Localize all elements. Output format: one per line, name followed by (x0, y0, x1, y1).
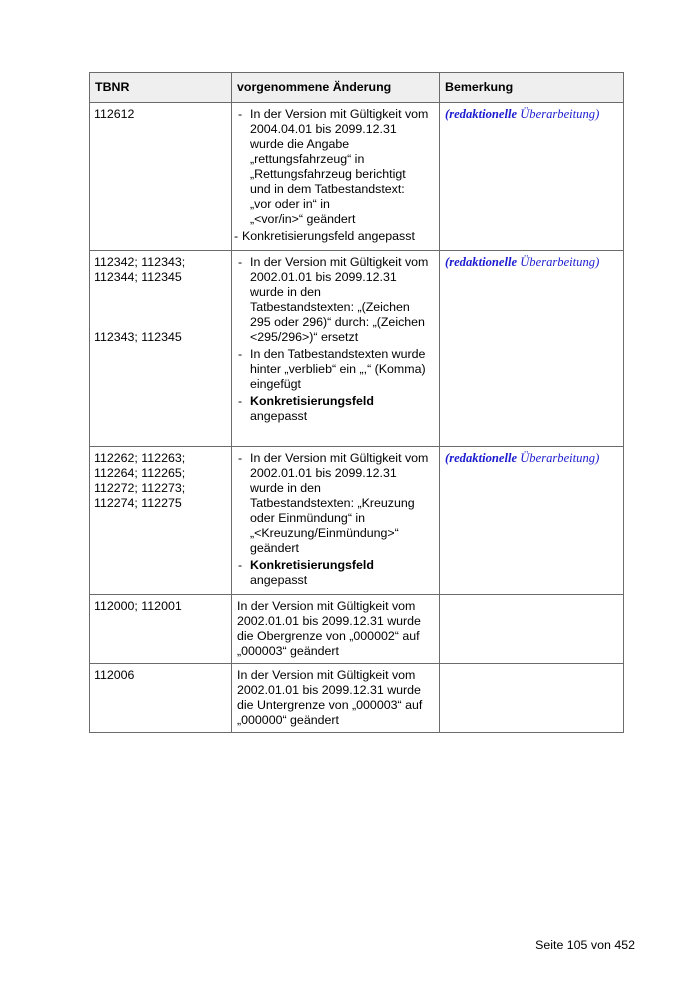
change-item: - Konkretisierungsfeld angepasst (238, 558, 374, 587)
change-item: - In der Version mit Gültigkeit vom 2004.04.01 bis 2099.12.31 wurde die Angabe „rettungsfahrzeug“ in „Rettungsfahrzeug berichtigt und in dem Tatbestandstext: „vor oder in“ in „<vor/in>“ geändert (238, 107, 429, 226)
tbnr-value: 112612 (94, 107, 135, 121)
remark-cell (440, 595, 624, 664)
tbnr-cell: 112262; 112263; 112264; 112265; 112272; 112273; 112274; 112275 (90, 447, 232, 595)
change-cell: In der Version mit Gültigkeit vom 2002.01.01 bis 2099.12.31 wurde die Obergrenze von „000002“ auf „000003“ geändert (232, 595, 440, 664)
change-cell (232, 447, 440, 595)
table-row (90, 664, 624, 733)
remark-cell (440, 664, 624, 733)
change-cell (232, 251, 440, 447)
remark-cell (440, 447, 624, 595)
remark-cell (440, 251, 624, 447)
change-list (237, 451, 435, 588)
change-item: - Konkretisierungsfeld angepasst (234, 229, 415, 243)
header-change: vorgenommene Änderung (232, 73, 440, 103)
change-cell: In der Version mit Gültigkeit vom 2002.01.01 bis 2099.12.31 wurde die Untergrenze von „000003“ auf „000000“ geändert (232, 664, 440, 733)
header-remark: Bemerkung (440, 73, 624, 103)
change-cell (232, 103, 440, 251)
table-row (90, 595, 624, 664)
change-item: - In den Tatbestandstexten wurde hinter „verblieb“ ein „,“ (Komma) eingefügt (238, 347, 426, 391)
table-header-row (90, 73, 624, 103)
page-footer: Seite 105 von 452 (535, 938, 635, 952)
tbnr-cell: 112000; 112001 (90, 595, 232, 664)
remark-cell (440, 103, 624, 251)
change-item: - Konkretisierungsfeld angepasst (238, 394, 374, 423)
table-row (90, 447, 624, 595)
remark-text: (redaktionelle Überarbeitung) (445, 255, 600, 269)
remark-text: (redaktionelle Überarbeitung) (445, 107, 600, 121)
change-item: - In der Version mit Gültigkeit vom 2002.01.01 bis 2099.12.31 wurde in den Tatbestandstexten: „Kreuzung oder Einmündung“ in „<Kreuzung/Einmündung>“ geändert (238, 451, 429, 555)
change-list (234, 107, 435, 244)
tbnr-value: 112343; 112345 (94, 330, 182, 344)
changes-table (89, 72, 624, 733)
change-item: - In der Version mit Gültigkeit vom 2002.01.01 bis 2099.12.31 wurde in den Tatbestandstexten: „(Zeichen 295 oder 296)“ durch: „(Zeichen <295/296>)“ ersetzt (238, 255, 429, 344)
tbnr-cell: 112006 (90, 664, 232, 733)
tbnr-cell: 112342; 112343; 112344; 112345 112343; 112345 (90, 251, 232, 447)
header-tbnr: TBNR (90, 73, 232, 103)
table-row (90, 251, 624, 447)
table-row (90, 103, 624, 251)
change-list (237, 255, 435, 424)
tbnr-cell (90, 103, 232, 251)
remark-text: (redaktionelle Überarbeitung) (445, 451, 600, 465)
